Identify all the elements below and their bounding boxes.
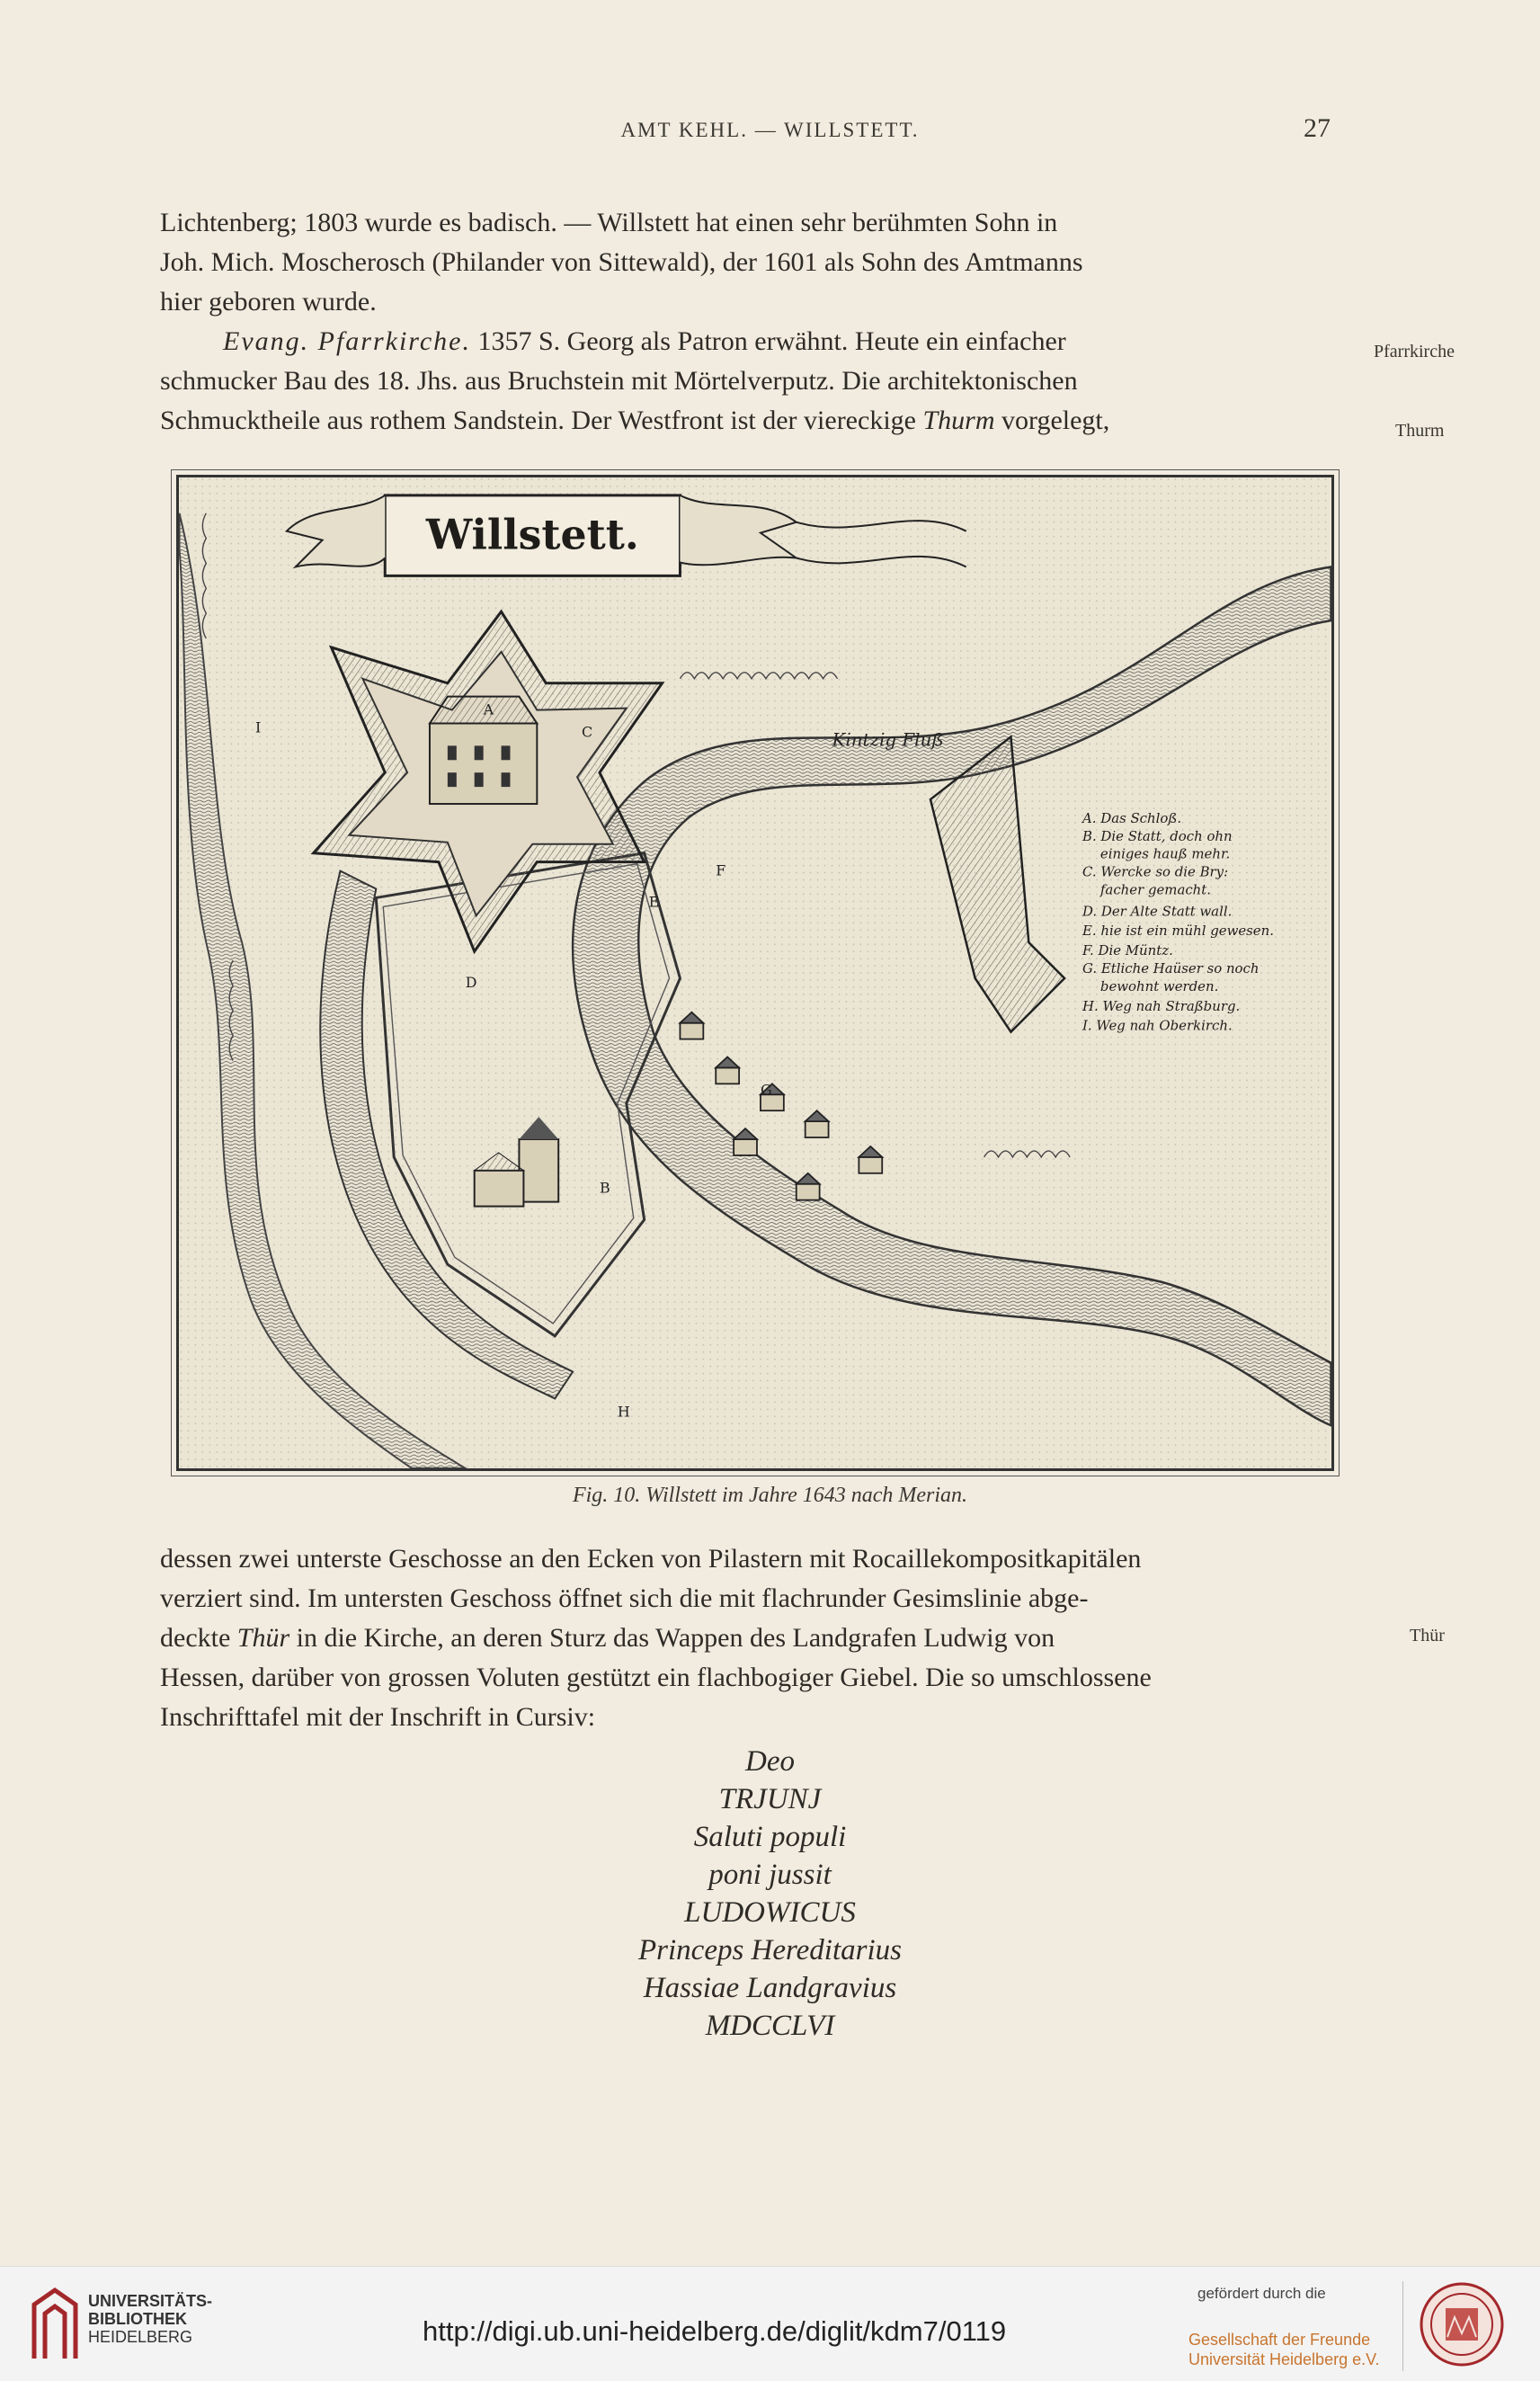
text-block-top (160, 203, 1341, 441)
map-letter-c: C (582, 723, 593, 741)
university-seal-icon (1419, 2281, 1505, 2368)
map-letter-b: B (599, 1179, 610, 1197)
text-line: deckte Thür in die Kirche, an deren Sturz das Wappen des Landgrafen Ludwig von (160, 1623, 1055, 1653)
sponsor-intro: gefördert durch die (1197, 2285, 1326, 2302)
sponsor-block (1188, 2285, 1395, 2369)
text-line: dessen zwei unterste Geschosse an den Ecken von Pilastern mit Rocaillekompositkapitälen (160, 1544, 1142, 1574)
text-line: Lichtenberg; 1803 wurde es badisch. — Willstett hat einen sehr berühmten Sohn in (160, 208, 1058, 237)
text-block-bottom (160, 1539, 1341, 1737)
inscription-line: poni jussit (708, 1859, 832, 1891)
emphasis-thurm: Thurm (922, 406, 995, 435)
text-line: hier geboren wurde. (160, 287, 377, 317)
page-number: 27 (1304, 113, 1331, 143)
text-line: Hessen, darüber von grossen Voluten gestützt ein flachbogiger Giebel. Die so umschlossene (160, 1663, 1152, 1692)
inscription-line: MDCCLVI (705, 2010, 835, 2042)
inscription-line: Deo (745, 1745, 795, 1778)
permalink-url[interactable]: http://digi.ub.uni-heidelberg.de/diglit/kdm7/0119 (423, 2315, 1007, 2347)
inscription-line: Saluti populi (693, 1821, 847, 1853)
map-letter-a: A (483, 700, 494, 718)
margin-note-thuer: Thür (1410, 1626, 1445, 1645)
legend-item: B. Die Statt, doch ohn (1082, 827, 1233, 844)
legend-item: facher gemacht. (1099, 881, 1212, 898)
legend-item: G. Etliche Haüser so noch (1082, 960, 1260, 976)
text-line: Joh. Mich. Moscherosch (Philander von Sittewald), der 1601 als Sohn des Amtmanns (160, 247, 1083, 277)
map-letter-e: E (648, 893, 660, 911)
river-label: Kintzig Fluß (832, 729, 944, 751)
footer-divider (1402, 2281, 1403, 2371)
text-line: verziert sind. Im untersten Geschoss öffnet sich die mit flachrunder Gesimslinie abge- (160, 1583, 1089, 1613)
sponsor-name: Gesellschaft der Freunde Universität Heidelberg e.V. (1188, 2331, 1380, 2368)
legend-item: H. Weg nah Straßburg. (1082, 997, 1241, 1014)
legend-item: bewohnt werden. (1099, 977, 1219, 994)
map-letter-d: D (465, 973, 477, 991)
legend-item: I. Weg nah Oberkirch. (1082, 1017, 1233, 1034)
legend-item: C. Wercke so die Bry: (1082, 863, 1229, 880)
text-line: Schmucktheile aus rothem Sandstein. Der Westfront ist der viereckige Thurm vorgelegt, (160, 406, 1110, 435)
margin-note-thurm: Thurm (1395, 421, 1445, 441)
map-letter-i: I (255, 718, 262, 736)
inscription-block (0, 1743, 1540, 2045)
inscription-line: Hassiae Landgravius (643, 1972, 897, 2004)
inscription-line: TRJUNJ (718, 1783, 822, 1815)
text-line: Inschrifttafel mit der Inschrift in Cursiv: (160, 1702, 596, 1732)
engraving-map-willstett (176, 475, 1334, 1471)
inscription-line: Princeps Hereditarius (638, 1934, 902, 1966)
legend-item: einiges hauß mehr. (1099, 845, 1231, 862)
text-line: schmucker Bau des 18. Jhs. aus Bruchstein mit Mörtelverputz. Die architektonischen (160, 366, 1078, 396)
figure-caption: Fig. 10. Willstett im Jahre 1643 nach Merian. (572, 1484, 968, 1507)
map-letter-g: G (760, 1081, 772, 1099)
library-footer (0, 2266, 1540, 2381)
legend-item: D. Der Alte Statt wall. (1082, 903, 1233, 920)
map-letter-h: H (617, 1403, 630, 1421)
running-header: AMT KEHL. — WILLSTETT. (620, 119, 920, 141)
text-line: Evang. Pfarrkirche. 1357 S. Georg als Patron erwähnt. Heute ein einfacher (223, 326, 1066, 356)
map-letter-f: F (716, 861, 726, 879)
library-name: UNIVERSITÄTS- BIBLIOTHEK HEIDELBERG (88, 2292, 213, 2346)
margin-note-pfarrkirche: Pfarrkirche (1374, 342, 1455, 361)
map-illustration (179, 477, 1331, 1468)
inscription-line: LUDOWICUS (684, 1896, 856, 1929)
university-library-logo-icon (31, 2287, 79, 2362)
legend-item: A. Das Schloß. (1082, 809, 1182, 826)
legend-item: E. hie ist ein mühl gewesen. (1082, 923, 1274, 940)
emphasis-thuer: Thür (236, 1623, 290, 1653)
banner-title: Willstett. (425, 510, 639, 559)
legend-item: F. Die Müntz. (1082, 942, 1173, 959)
section-label: Evang. Pfarrkirche. (223, 326, 471, 356)
